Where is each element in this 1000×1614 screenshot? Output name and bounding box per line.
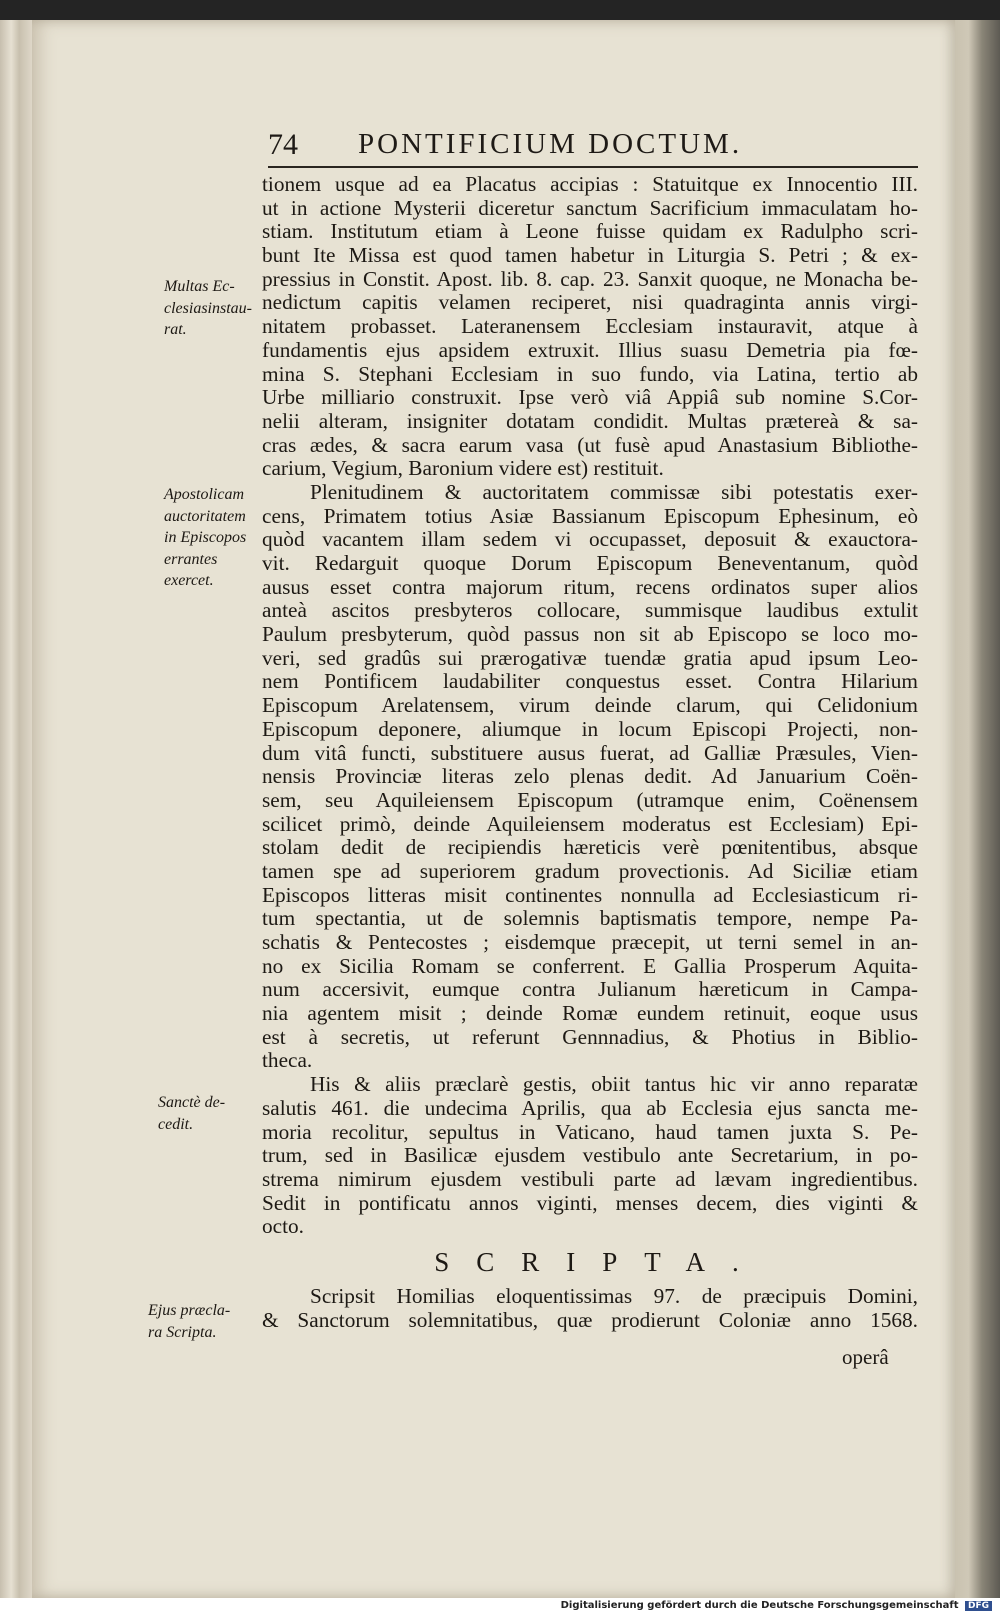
footer-text: Digitalisierung gefördert durch die Deutsche Forschungsgemeinschaft: [560, 1600, 959, 1611]
section-heading: SCRIPTA.: [434, 1246, 766, 1277]
text-line: moria recolitur, sepultus in Vaticano, haud tamen juxta S. Pe-: [262, 1119, 918, 1144]
text-line: nem Pontificem laudabiliter conquestus esset. Contra Hilarium: [262, 669, 918, 694]
text-line: & Sanctorum solemnitatibus, quæ prodierunt Coloniæ anno 1568.: [262, 1307, 918, 1332]
page-header: [268, 128, 918, 168]
paragraph-start: His & aliis præclarè gestis, obiit tantus hic vir anno reparatæ: [310, 1072, 918, 1097]
margin-note-line: exercet.: [164, 572, 214, 589]
right-book-edge: [955, 20, 1000, 1598]
margin-note-apostolicam: [164, 484, 264, 592]
text-line: ut in actione Mysterii diceretur sanctum Sacrificium immaculatam ho-: [262, 195, 918, 220]
text-line: nitatem probasset. Lateranensem Ecclesiam instauravit, atque à: [262, 314, 918, 339]
margin-note-line: cedit.: [158, 1115, 194, 1133]
text-line: veri, sed gradûs sui prærogativæ tuendæ gratia apud ipsum Leo-: [262, 645, 918, 670]
text-line: vit. Redarguit quoque Dorum Episcopum Beneventanum, quòd: [262, 551, 918, 575]
margin-note-line: clesiasinstau-: [164, 299, 252, 317]
text-line: theca.: [262, 1048, 313, 1073]
text-line: schatis & Pentecostes ; eisdemque præcepit, ut terni semel in an-: [262, 930, 918, 954]
text-line: est à secretis, ut referunt Gennnadius, & Photius in Biblio-: [262, 1024, 918, 1049]
text-line: Urbe milliario construxit. Ipse verò viâ Appiâ sub nomine S.Cor-: [262, 385, 918, 410]
page-number: 74: [268, 128, 298, 161]
margin-note-line: ra Scripta.: [148, 1323, 217, 1341]
margin-note-scripta: [148, 1300, 248, 1343]
margin-note-line: rat.: [164, 321, 187, 338]
text-line: tum spectantia, ut de solemnis baptismatis tempore, nempe Pa-: [262, 906, 918, 931]
left-page-edge: [0, 20, 32, 1598]
text-line: strema nimirum ejusdem vestibuli parte ad lævam ingredientibus.: [262, 1166, 918, 1191]
text-line: nedictum capitis velamen reciperet, nisi quadraginta annis virgi-: [262, 290, 918, 315]
text-line: dum vitâ functi, substituere ausus fuerat, ad Galliæ Præsules, Vien-: [262, 740, 918, 765]
main-text: [262, 173, 918, 1332]
text-line: Episcopum deponere, aliumque in locum Episcopi Projecti, non-: [262, 716, 918, 741]
text-line: pressius in Constit. Apost. lib. 8. cap. 23. Sanxit quoque, ne Monacha be-: [262, 266, 918, 291]
text-line: anteà ascitos presbyteros collocare, summisque laudibus extulit: [262, 598, 918, 623]
text-line: Sedit in pontificatu annos viginti, menses decem, dies viginti &: [262, 1190, 918, 1215]
text-line: nensis Provinciæ literas zelo plenas dedit. Ad Januarium Coën-: [262, 764, 918, 789]
text-line: Paulum presbyterum, quòd passus non sit ab Episcopo se loco mo-: [262, 622, 918, 647]
text-line: cras ædes, & sacra earum vasa (ut fusè apud Anastasium Bibliothe-: [262, 432, 918, 457]
text-line: bunt Ite Missa est quod tamen habetur in Liturgia S. Petri ; & ex-: [262, 243, 918, 268]
header-rule: [268, 166, 918, 168]
text-line: scilicet primò, deinde Aquileiensem moderatus est Ecclesiam) Epi-: [262, 811, 918, 836]
text-line: ausus esset contra majorum ritum, recens ordinatos super alios: [262, 574, 918, 599]
catchword: operâ: [842, 1345, 889, 1369]
text-line: tionem usque ad ea Placatus accipias : Statuitque ex Innocentio III.: [262, 172, 918, 196]
paragraph-start: Scripsit Homilias eloquentissimas 97. de præcipuis Domini,: [310, 1283, 918, 1308]
margin-note-line: Sanctè de-: [158, 1094, 226, 1111]
text-line: octo.: [262, 1214, 304, 1239]
margin-note-line: in Episcopos: [164, 529, 247, 546]
text-line: stolam dedit de recipiendis hæreticis verè pœnitentibus, absque: [262, 835, 918, 860]
margin-note-line: auctoritatem: [164, 507, 246, 525]
text-line: Episcopos litteras misit continentes nonnulla ad Ecclesiasticum ri-: [262, 882, 918, 907]
margin-note-line: Apostolicam: [164, 486, 244, 503]
margin-note-multas: [164, 276, 264, 341]
margin-note-sancte: [158, 1092, 258, 1135]
margin-note-line: errantes: [164, 550, 218, 568]
scan-top-band: [0, 0, 1000, 20]
text-line: tamen spe ad superiorem gradum provectionis. Ad Siciliæ etiam: [262, 858, 918, 883]
text-line: nia agentem misit ; deinde Romæ eundem retinuit, eoque usus: [262, 1001, 918, 1026]
text-line: stiam. Institutum etiam à Leone fuisse quidam ex Radulpho scri-: [262, 219, 918, 244]
text-line: trum, sed in Basilicæ ejusdem vestibulo ante Secretarium, in po-: [262, 1143, 918, 1168]
text-line: nelii alteram, insigniter dotatam condidit. Multas prætereà & sa-: [262, 408, 918, 433]
text-line: carium, Vegium, Baronium videre est) restituit.: [262, 456, 664, 481]
text-line: mina S. Stephani Ecclesiam in suo fundo, via Latina, tertio ab: [262, 361, 918, 386]
margin-note-line: Multas Ec-: [164, 278, 235, 295]
text-line: fundamentis ejus apsidem extruxit. Illius suasu Demetria pia fœ-: [262, 337, 918, 362]
text-line: salutis 461. die undecima Aprilis, qua ab Ecclesia ejus sancta me-: [262, 1095, 918, 1120]
text-line: Episcopum Arelatensem, virum deinde clarum, qui Celidonium: [262, 693, 918, 718]
running-head: PONTIFICIUM DOCTUM.: [358, 128, 743, 160]
text-line: num accersivit, eumque contra Julianum hæreticum in Campa-: [262, 977, 918, 1002]
dfg-logo: DFG: [965, 1601, 992, 1611]
text-line: cens, Primatem totius Asiæ Bassianum Episcopum Ephesinum, eò: [262, 503, 918, 528]
text-line: sem, seu Aquileiensem Episcopum (utramque enim, Coënensem: [262, 787, 918, 812]
paragraph-start: Plenitudinem & auctoritatem commissæ sibi potestatis exer-: [310, 479, 918, 504]
margin-note-line: Ejus præcla-: [148, 1302, 231, 1319]
text-line: quòd vacantem illam sedem vi occupasset, deposuit & exauctora-: [262, 527, 918, 552]
funding-footer: [561, 1600, 992, 1611]
text-line: no ex Sicilia Romam se conferrent. E Gallia Prosperum Aquita-: [262, 953, 918, 978]
